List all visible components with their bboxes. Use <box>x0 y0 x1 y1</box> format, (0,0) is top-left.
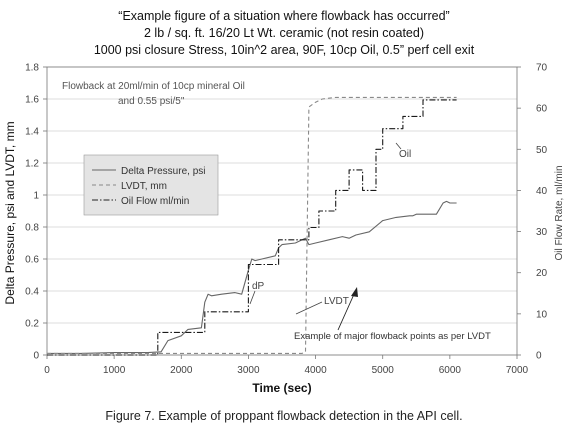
annotation-lvdt: LVDT <box>324 296 349 307</box>
y2-axis-ticks <box>517 63 548 362</box>
legend-label-lvdt: LVDT, mm <box>121 181 167 192</box>
y-tick-label-4: 0.8 <box>25 222 39 234</box>
x-tick-label-0: 0 <box>44 365 50 376</box>
annotation-dp-leader <box>250 291 255 304</box>
x-tick-label-1: 1000 <box>103 365 126 376</box>
y-tick-label-5: 1 <box>33 190 39 202</box>
y2-tick-label-2: 20 <box>536 268 548 280</box>
x-tick-label-6: 6000 <box>438 365 461 376</box>
x-tick-label-5: 5000 <box>371 365 394 376</box>
annotation-note-line-2: and 0.55 psi/5" <box>118 96 185 107</box>
y2-tick-label-5: 50 <box>536 144 548 156</box>
annotation-dp: dP <box>252 281 265 292</box>
x-axis-label: Time (sec) <box>252 381 312 395</box>
y-tick-label-0: 0 <box>33 350 39 362</box>
x-tick-label-7: 7000 <box>505 365 529 376</box>
y-tick-label-1: 0.2 <box>25 318 39 330</box>
title-line-3: 1000 psi closure Stress, 10in^2 area, 90F, 10cp Oil, 0.5” perf cell exit <box>93 43 475 57</box>
y2-tick-label-7: 70 <box>536 62 548 74</box>
x-tick-label-4: 4000 <box>304 365 327 376</box>
legend-label-dp: Delta Pressure, psi <box>121 166 206 177</box>
title-line-2: 2 lb / sq. ft. 16/20 Lt Wt. ceramic (not resin coated) <box>144 26 424 40</box>
annotation-note-line-1: Flowback at 20ml/min of 10cp mineral Oil <box>62 81 245 92</box>
x-axis-ticks <box>44 355 528 376</box>
y2-tick-label-1: 10 <box>536 309 548 321</box>
series-line-oil-flow <box>47 100 457 355</box>
y2-tick-label-6: 60 <box>536 103 548 115</box>
y-tick-label-6: 1.2 <box>25 158 39 170</box>
y-axis-label: Delta Pressure, psi and LVDT, mm <box>3 121 17 305</box>
y-axis-ticks <box>25 63 47 362</box>
series-lines <box>47 97 457 355</box>
annotation-flowback-arrow-label: Example of major flowback points as per LVDT <box>294 331 491 342</box>
y-tick-label-8: 1.6 <box>25 94 39 106</box>
y2-tick-label-0: 0 <box>536 350 542 362</box>
title-line-1: “Example figure of a situation where flowback has occurred” <box>118 9 450 23</box>
x-tick-label-3: 3000 <box>237 365 260 376</box>
y-tick-label-7: 1.4 <box>25 126 39 138</box>
y2-tick-label-4: 40 <box>536 185 548 197</box>
y-tick-label-2: 0.4 <box>25 286 39 298</box>
legend-label-oil: Oil Flow ml/min <box>121 196 190 207</box>
series-line-lvdt <box>47 97 457 353</box>
annotation-lvdt-leader <box>296 302 322 314</box>
y2-axis-label: Oil Flow Rate, ml/min <box>554 165 565 261</box>
legend <box>84 155 218 215</box>
y-tick-label-3: 0.6 <box>25 254 39 266</box>
annotation-flowback-arrowhead <box>351 287 358 297</box>
y2-tick-label-3: 30 <box>536 227 548 239</box>
x-tick-label-2: 2000 <box>170 365 193 376</box>
y-tick-label-9: 1.8 <box>25 62 39 74</box>
annotation-oil: Oil <box>399 149 412 160</box>
figure-caption: Figure 7. Example of proppant flowback detection in the API cell. <box>105 409 463 423</box>
